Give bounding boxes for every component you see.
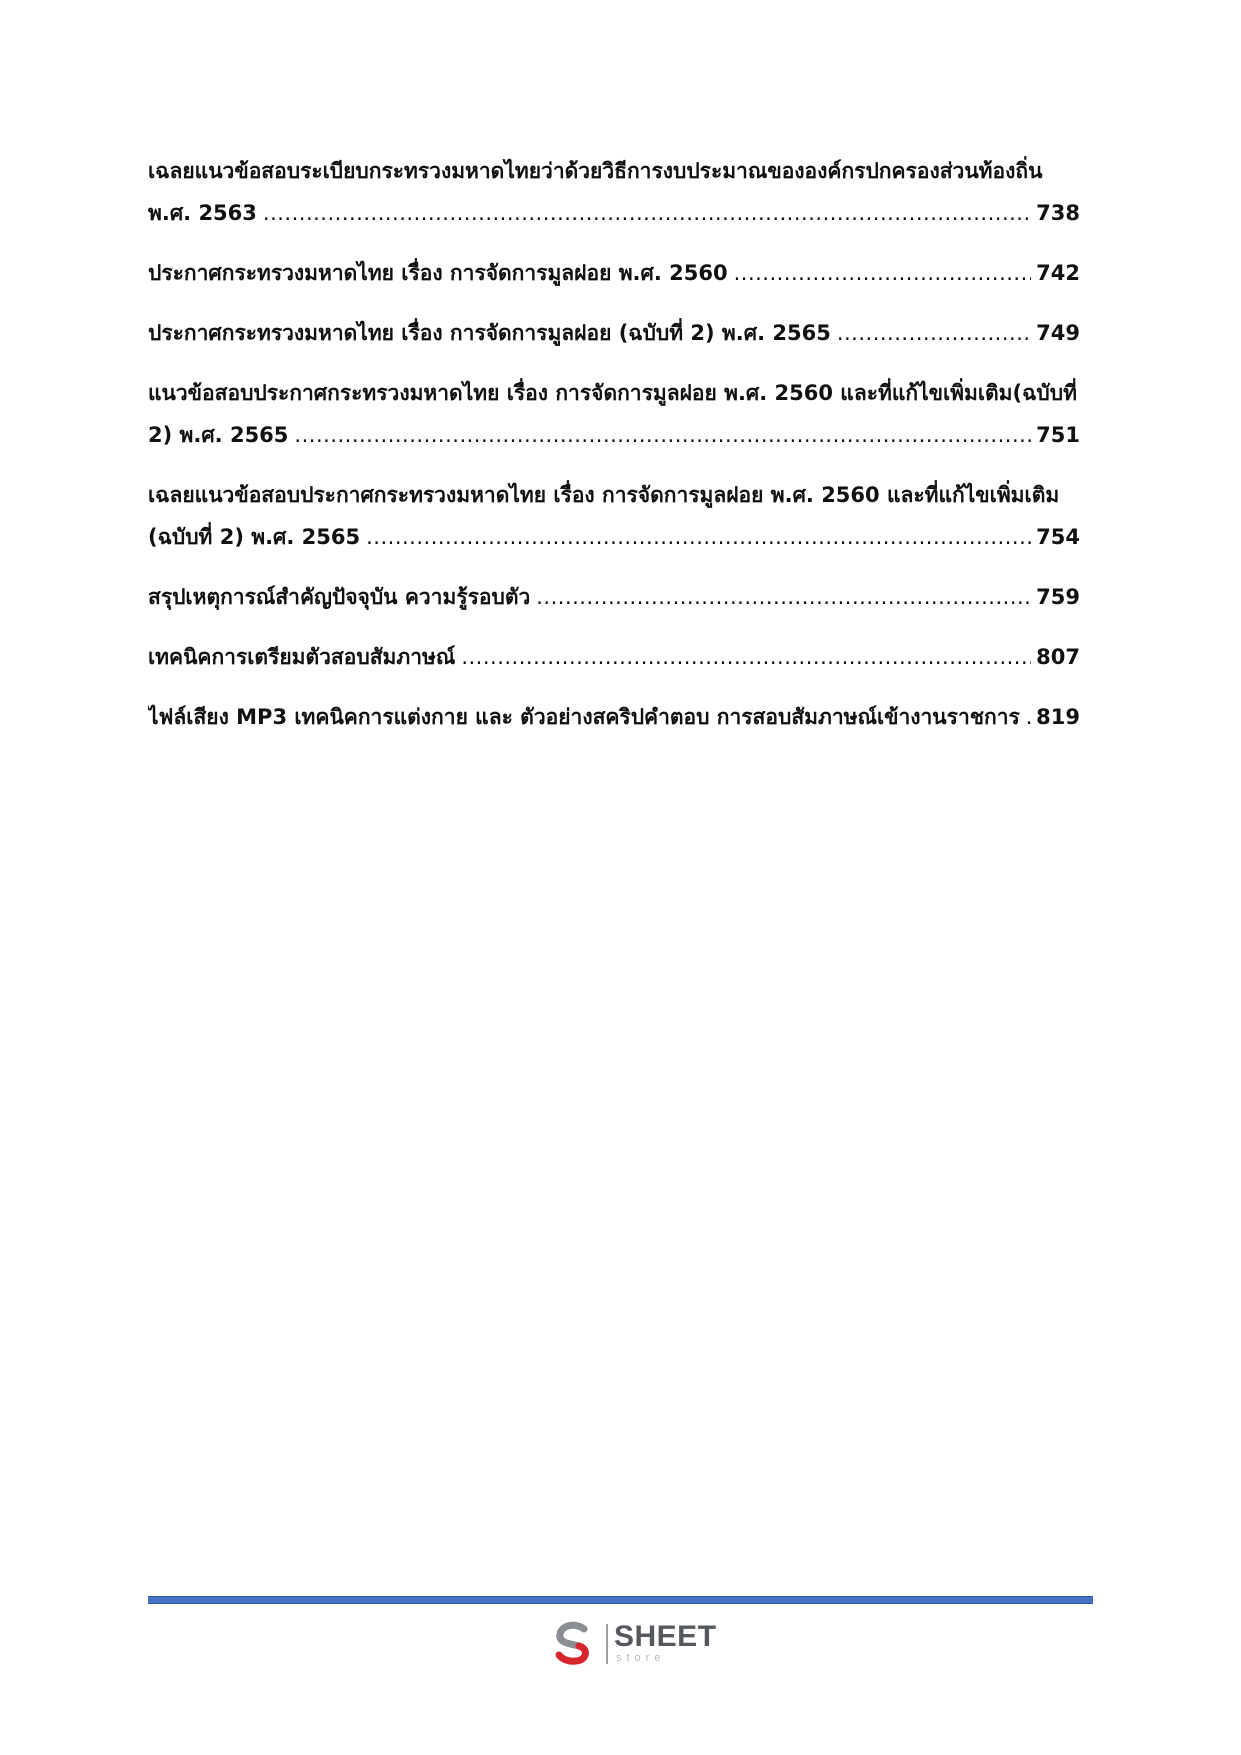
toc-entry-title: พ.ศ. 2563 xyxy=(148,201,257,225)
toc-entry-line xyxy=(148,312,1080,354)
table-of-contents xyxy=(148,150,1080,756)
dot-leader xyxy=(294,414,1031,456)
toc-entry xyxy=(148,372,1080,456)
toc-entry-line xyxy=(148,516,1080,558)
toc-entry-title: ไฟล์เสียง MP3 เทคนิคการแต่งกาย และ ตัวอย่างสคริปคำตอบ การสอบสัมภาษณ์เข้างานราชการ xyxy=(148,705,1020,729)
toc-entry xyxy=(148,636,1080,678)
footer-rule xyxy=(148,1596,1093,1604)
dot-leader xyxy=(263,192,1031,234)
dot-leader xyxy=(536,576,1031,618)
toc-entry xyxy=(148,576,1080,618)
toc-entry-title: 2) พ.ศ. 2565 xyxy=(148,423,289,447)
dot-leader xyxy=(734,252,1032,294)
logo-tagline: store xyxy=(616,1652,666,1664)
toc-entry-title: (ฉบับที่ 2) พ.ศ. 2565 xyxy=(148,525,361,549)
toc-entry-page-number: 819 xyxy=(1036,705,1080,729)
toc-entry-line xyxy=(148,576,1080,618)
toc-entry-page-number: 751 xyxy=(1036,423,1080,447)
toc-entry-title: เฉลยแนวข้อสอบประกาศกระทรวงมหาดไทย เรื่อง การจัดการมูลฝอย พ.ศ. 2560 และที่แก้ไขเพิ่มเติม xyxy=(148,483,1060,507)
dot-leader xyxy=(1026,696,1031,738)
footer-logo xyxy=(550,1618,725,1668)
toc-entry xyxy=(148,150,1080,234)
toc-entry-title: ประกาศกระทรวงมหาดไทย เรื่อง การจัดการมูลฝอย (ฉบับที่ 2) พ.ศ. 2565 xyxy=(148,321,831,345)
dot-leader xyxy=(366,516,1031,558)
toc-entry xyxy=(148,474,1080,558)
toc-entry-title: สรุปเหตุการณ์สำคัญปัจจุบัน ความรู้รอบตัว xyxy=(148,585,531,609)
toc-entry-line xyxy=(148,192,1080,234)
toc-entry-title: เทคนิคการเตรียมตัวสอบสัมภาษณ์ xyxy=(148,645,456,669)
toc-entry-page-number: 749 xyxy=(1036,321,1080,345)
toc-entry-title: ประกาศกระทรวงมหาดไทย เรื่อง การจัดการมูลฝอย พ.ศ. 2560 xyxy=(148,261,728,285)
toc-entry-line xyxy=(148,414,1080,456)
logo-wordmark: SHEET xyxy=(614,1620,717,1653)
toc-entry-page-number: 738 xyxy=(1036,201,1080,225)
toc-entry xyxy=(148,312,1080,354)
toc-entry xyxy=(148,252,1080,294)
toc-entry-line xyxy=(148,636,1080,678)
toc-entry-page-number: 754 xyxy=(1036,525,1080,549)
toc-entry-line xyxy=(148,252,1080,294)
dot-leader xyxy=(837,312,1031,354)
toc-entry-title: เฉลยแนวข้อสอบระเบียบกระทรวงมหาดไทยว่าด้วยวิธีการงบประมาณขององค์กรปกครองส่วนท้องถิ่น xyxy=(148,159,1043,183)
dot-leader xyxy=(461,636,1031,678)
toc-entry-page-number: 742 xyxy=(1036,261,1080,285)
toc-entry xyxy=(148,696,1080,738)
toc-entry-page-number: 807 xyxy=(1036,645,1080,669)
toc-entry-line xyxy=(148,372,1080,414)
toc-entry-line xyxy=(148,474,1080,516)
toc-entry-line xyxy=(148,150,1080,192)
logo-divider xyxy=(606,1624,608,1664)
toc-entry-line xyxy=(148,696,1080,738)
toc-entry-page-number: 759 xyxy=(1036,585,1080,609)
sheet-store-logo-icon xyxy=(550,1620,596,1666)
toc-entry-title: แนวข้อสอบประกาศกระทรวงมหาดไทย เรื่อง การจัดการมูลฝอย พ.ศ. 2560 และที่แก้ไขเพิ่มเติม(ฉบับที่ xyxy=(148,381,1077,405)
